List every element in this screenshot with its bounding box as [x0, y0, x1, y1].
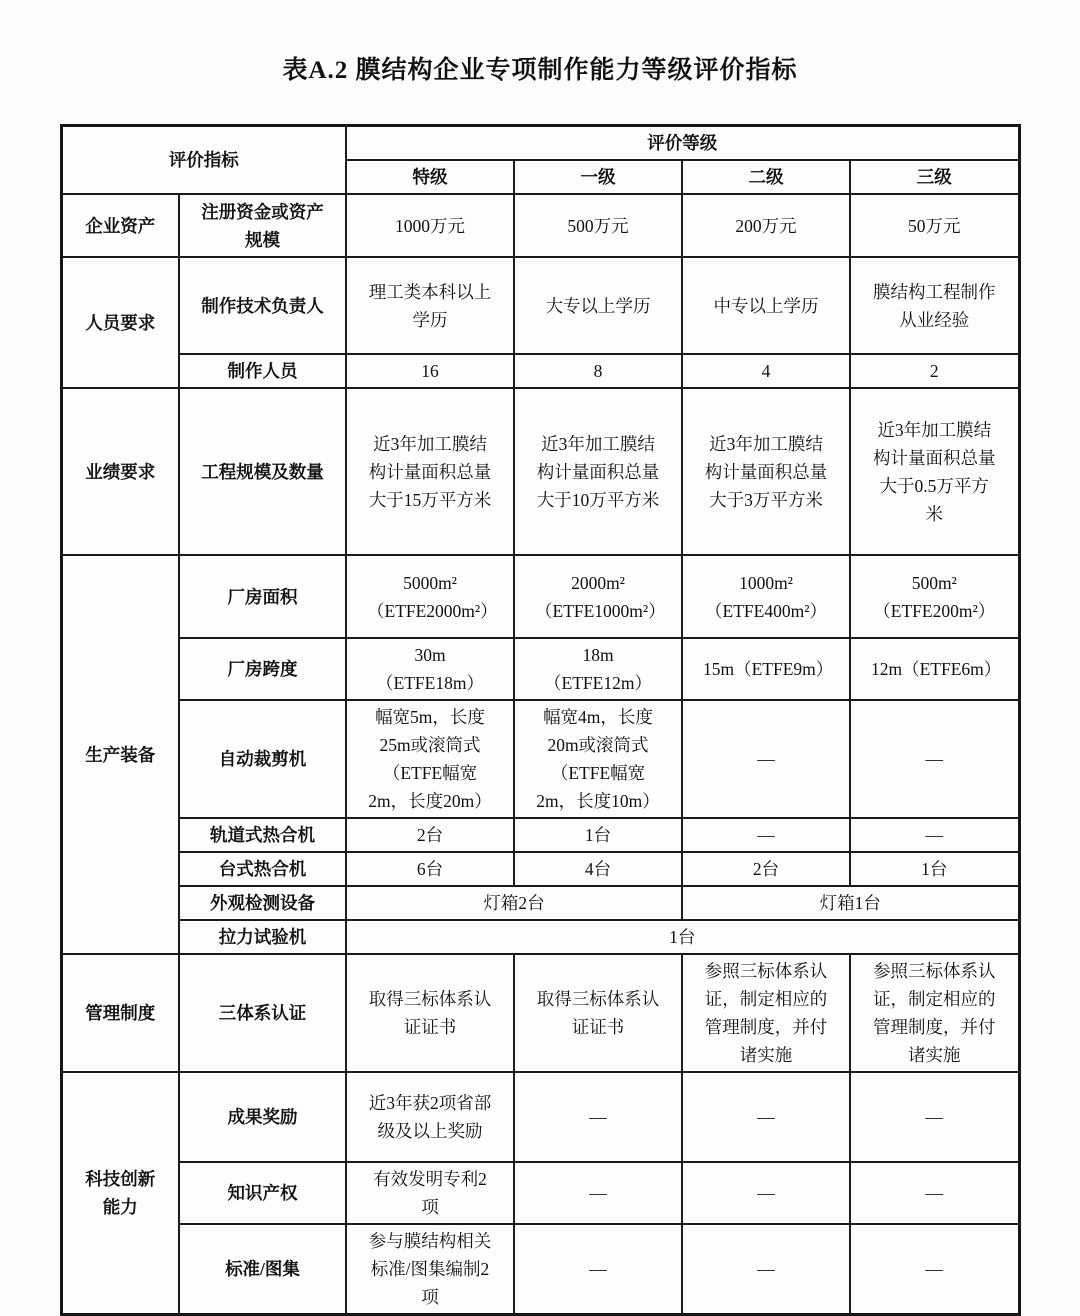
value-cell: 近3年加工膜结构计量面积总量大于15万平方米 [346, 388, 514, 555]
grade-column-header-3: 三级 [850, 160, 1019, 194]
indicator-cell: 成果奖励 [179, 1072, 346, 1162]
value-cell: 1台 [346, 920, 1019, 954]
indicator-cell: 轨道式热合机 [179, 818, 346, 852]
value-cell: — [682, 1072, 850, 1162]
value-cell: 500万元 [514, 194, 682, 257]
value-cell: 近3年加工膜结构计量面积总量大于10万平方米 [514, 388, 682, 555]
value-cell: 参与膜结构相关标准/图集编制2项 [346, 1224, 514, 1315]
value-cell: 近3年获2项省部级及以上奖励 [346, 1072, 514, 1162]
indicator-cell: 厂房跨度 [179, 638, 346, 700]
value-cell: 取得三标体系认证证书 [514, 954, 682, 1072]
value-cell: 18m（ETFE12m） [514, 638, 682, 700]
grade-column-header-1: 一级 [514, 160, 682, 194]
header-cell-indicator: 评价指标 [61, 126, 346, 195]
category-cell-assets: 企业资产 [61, 194, 179, 257]
value-cell: 2000m²（ETFE1000m²） [514, 555, 682, 638]
value-cell: 2台 [346, 818, 514, 852]
category-cell-management: 管理制度 [61, 954, 179, 1072]
indicator-cell: 台式热合机 [179, 852, 346, 886]
indicator-cell: 工程规模及数量 [179, 388, 346, 555]
value-cell: 50万元 [850, 194, 1019, 257]
value-cell: — [682, 1162, 850, 1224]
indicator-cell: 注册资金或资产规模 [179, 194, 346, 257]
value-cell: 500m²（ETFE200m²） [850, 555, 1019, 638]
value-cell: 30m（ETFE18m） [346, 638, 514, 700]
value-cell: 理工类本科以上学历 [346, 257, 514, 354]
grade-column-header-special: 特级 [346, 160, 514, 194]
value-cell: 中专以上学历 [682, 257, 850, 354]
indicator-cell: 三体系认证 [179, 954, 346, 1072]
indicator-cell: 制作人员 [179, 354, 346, 388]
value-cell: 16 [346, 354, 514, 388]
category-cell-equipment: 生产装备 [61, 555, 179, 954]
value-cell: — [850, 1072, 1019, 1162]
value-cell: — [682, 700, 850, 818]
value-cell: 膜结构工程制作从业经验 [850, 257, 1019, 354]
value-cell: — [514, 1162, 682, 1224]
category-cell-innovation: 科技创新能力 [61, 1072, 179, 1315]
value-cell: 1000m²（ETFE400m²） [682, 555, 850, 638]
value-cell: 4 [682, 354, 850, 388]
value-cell: — [514, 1224, 682, 1315]
value-cell: 15m（ETFE9m） [682, 638, 850, 700]
indicator-cell: 拉力试验机 [179, 920, 346, 954]
value-cell: 幅宽5m，长度25m或滚筒式（ETFE幅宽2m，长度20m） [346, 700, 514, 818]
value-cell: — [682, 818, 850, 852]
value-cell: — [850, 1224, 1019, 1315]
value-cell: 参照三标体系认证，制定相应的管理制度，并付诸实施 [850, 954, 1019, 1072]
grade-evaluation-table [60, 124, 1021, 1316]
value-cell: — [850, 818, 1019, 852]
value-cell: 参照三标体系认证，制定相应的管理制度，并付诸实施 [682, 954, 850, 1072]
value-cell: 有效发明专利2项 [346, 1162, 514, 1224]
indicator-cell: 标准/图集 [179, 1224, 346, 1315]
table-title: 表A.2 膜结构企业专项制作能力等级评价指标 [282, 57, 798, 84]
value-cell: — [514, 1072, 682, 1162]
value-cell: 近3年加工膜结构计量面积总量大于0.5万平方米 [850, 388, 1019, 555]
indicator-cell: 自动裁剪机 [179, 700, 346, 818]
category-cell-performance: 业绩要求 [61, 388, 179, 555]
value-cell: — [682, 1224, 850, 1315]
value-cell: 4台 [514, 852, 682, 886]
header-cell-grade: 评价等级 [346, 126, 1019, 161]
value-cell: 200万元 [682, 194, 850, 257]
value-cell: 取得三标体系认证证书 [346, 954, 514, 1072]
indicator-cell: 知识产权 [179, 1162, 346, 1224]
value-cell: 大专以上学历 [514, 257, 682, 354]
value-cell: 5000m²（ETFE2000m²） [346, 555, 514, 638]
grade-column-header-2: 二级 [682, 160, 850, 194]
indicator-cell: 外观检测设备 [179, 886, 346, 920]
value-cell: 2 [850, 354, 1019, 388]
value-cell: — [850, 700, 1019, 818]
indicator-cell: 厂房面积 [179, 555, 346, 638]
value-cell: 12m（ETFE6m） [850, 638, 1019, 700]
indicator-cell: 制作技术负责人 [179, 257, 346, 354]
value-cell: 6台 [346, 852, 514, 886]
value-cell: 幅宽4m，长度20m或滚筒式（ETFE幅宽2m，长度10m） [514, 700, 682, 818]
value-cell: — [850, 1162, 1019, 1224]
value-cell: 1台 [514, 818, 682, 852]
value-cell: 2台 [682, 852, 850, 886]
value-cell: 1台 [850, 852, 1019, 886]
value-cell: 灯箱1台 [682, 886, 1019, 920]
value-cell: 1000万元 [346, 194, 514, 257]
category-cell-personnel: 人员要求 [61, 257, 179, 388]
value-cell: 近3年加工膜结构计量面积总量大于3万平方米 [682, 388, 850, 555]
value-cell: 灯箱2台 [346, 886, 682, 920]
value-cell: 8 [514, 354, 682, 388]
